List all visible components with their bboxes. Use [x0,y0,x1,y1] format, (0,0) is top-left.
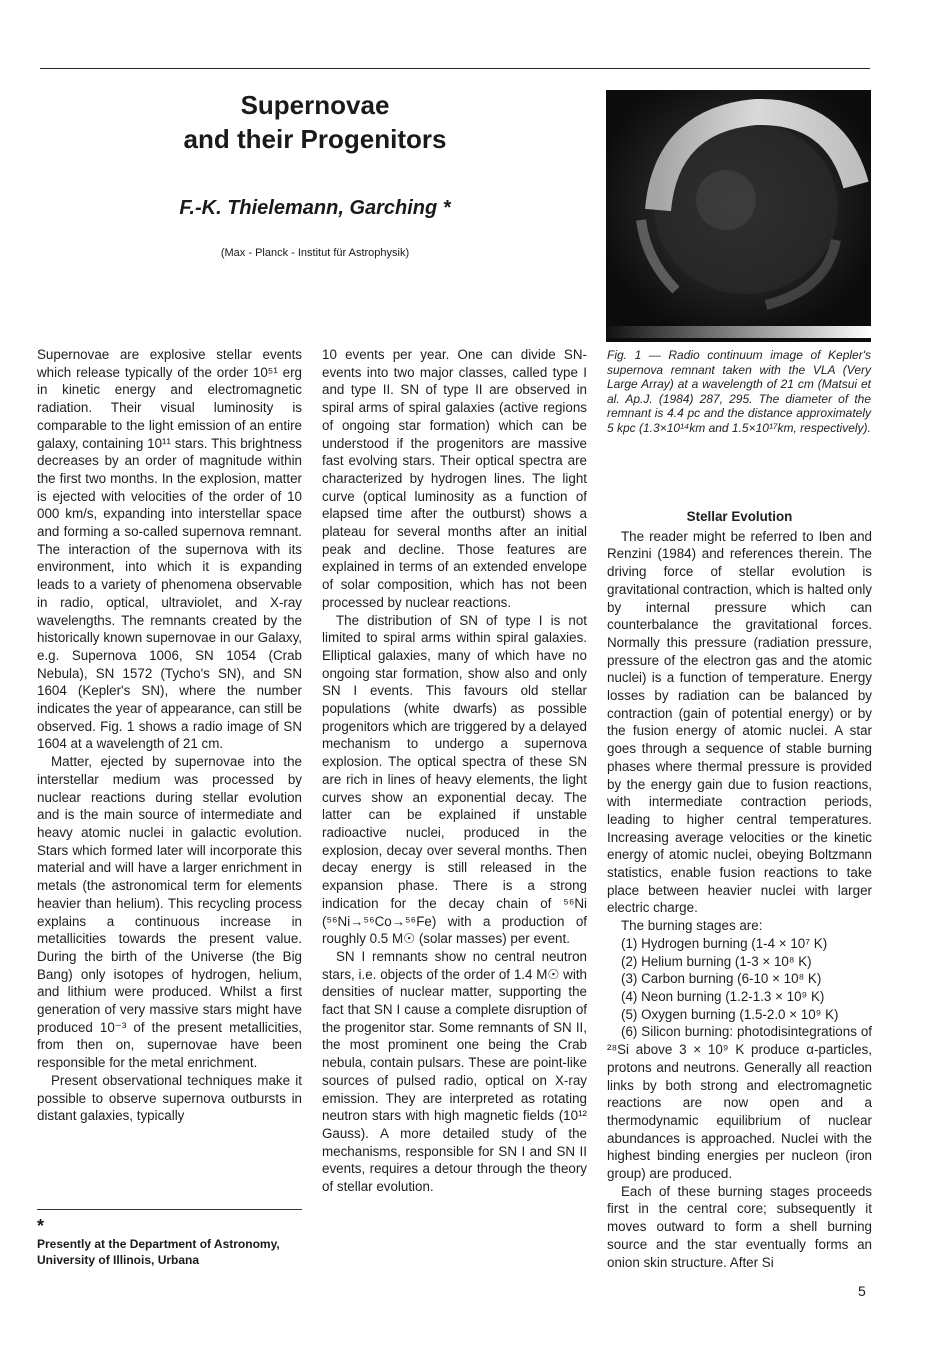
top-rule [40,68,870,69]
radio-image-graphic [606,90,871,342]
paragraph: Each of these burning stages proceeds first in the central core; subsequently it moves outward to form a shell burning source and the star eventually forms an onion skin structure. After Si [607,1183,872,1270]
affiliation: (Max - Planck - Institut für Astrophysik) [220,247,410,259]
paragraph: (6) Silicon burning: photodisintegrations of ²⁸Si above 3 × 10⁹ K produce α-particles, protons and neutrons. Generally all reaction links by both strong and electromagnetic reactions are now open and a thermodynamic equilibrium of nuclear abundances is approached. Nuclei with the highest binding energies per nucleon (iron group) are produced. [607,1024,872,1182]
footnote-text: Presently at the Department of Astronomy, University of Illinois, Urbana [37,1237,280,1267]
burning-stage: (3) Carbon burning (6-10 × 10⁸ K) [621,971,822,987]
figure-caption: Fig. 1 — Radio continuum image of Kepler's supernova remnant taken with the VLA (Very Large Array) at a wavelength of 21 cm (Matsui et al. Ap.J. (1984) 287, 295. The diameter of the remnant is 4.4 pc and the distance approximately 5 kpc (1.3×10¹⁴km and 1.5×10¹⁷km, respectively). [607,348,871,435]
column-3 [607,508,872,1271]
paragraph: The distribution of SN of type I is not limited to spiral arms within spiral galaxies. Elliptical galaxies, many of which have no ongoing star formation, show also and only SN I events. This favours old stellar populations (white dwarfs) as possible progenitors which are triggered by a delayed mechanism to undergo a supernova explosion. The optical spectra of these SN are rich in lines of heavy elements, the light curves show an exponential decay. The latter can be explained if unstable radioactive nuclei, produced in the explosion, decay over several months. Then decay energy is still released in the expansion phase. There is a strong indication for the decay chain of ⁵⁶Ni (⁵⁶Ni→⁵⁶Co→⁵⁶Fe) with a production of roughly 0.5 M☉ (solar masses) per event. [322,612,587,947]
page-number: 5 [858,1283,866,1299]
column-1 [37,346,302,1125]
author: F.-K. Thielemann, Garching * [179,197,451,219]
paragraph: Matter, ejected by supernovae into the interstellar medium was processed by nuclear reactions during stellar evolution and is the main source of intermediate and heavy atomic nuclei in galactic evolution. Stars which formed later will incorporate this material and will have a larger enrichment in metals (the astronomical term for elements heavier than helium). This recycling process explains a continuous increase in metallicities towards the present value. During the birth of the Universe (the Big Bang) only isotopes of hydrogen, helium, and lithium were produced. Whilst a first generation of very massive stars might have produced 10⁻³ of the present metallicities, from then on, supernovae have been responsible for the metal enrichment. [37,754,302,1071]
burning-stage: (2) Helium burning (1-3 × 10⁸ K) [621,953,812,969]
paragraph: The reader might be referred to Iben and Renzini (1984) and references therein. The driving force of stellar evolution is gravitational contraction, which is halted only by internal pressure which can counterbalance the gravitational forces. Normally this pressure (radiation pressure, pressure of the electron gas and the atomic nuclei) is a function of temperature. Energy losses by radiation can be balanced by contraction (gain of potential energy) or by the fusion energy of atomic nuclei. A star goes through a sequence of stable burning phases where thermal pressure is provided by the energy gain due to fusion reactions, with intermediate contraction periods, leading to higher central temperatures. Increasing average velocities or the kinetic energy of atomic nuclei, obeying Boltzmann statistics, enable fusion reactions to take place between heavier nuclei with larger electric charge. [607,528,872,916]
footnote-rule [37,1209,302,1210]
burning-stage: (1) Hydrogen burning (1-4 × 10⁷ K) [621,935,828,951]
title-line-2: and their Progenitors [183,124,447,154]
paragraph: SN I remnants show no central neutron stars, i.e. objects of the order of 1.4 M☉ with densities of nuclear matter, supporting the fact that SN I cause a complete disruption of the progenitor star. Some remnants of SN II, the most prominent one being the Crab nebula, contain pulsars. These are point-like sources of pulsed radio, optical on X-ray emission. They are interpreted as rotating neutron stars with high magnetic fields (10¹² Gauss). A more detailed study of the mechanisms, responsible for SN I and SN II events, requires a detour through the theory of stellar evolution. [322,948,587,1195]
kepler-radio-image [606,90,871,342]
burning-stages-intro: The burning stages are: [621,918,763,934]
footnote-marker: * [37,1216,45,1236]
paragraph: Supernovae are explosive stellar events which release typically of the order 10⁵¹ erg in kinetic energy and electromagnetic radiation. Their visual luminosity is comparable to the light emission of an entire galaxy, containing 10¹¹ stars. This brightness decreases by an order of magnitude within the first two months. In the explosion, matter is ejected with velocities of the order of 10 000 km/s, expanding into interstellar space and forming a so-called supernova remnant. The interaction of the supernova with its environment, into which it is expanding leads to a variety of phenomena observable in radio, optical, ultraviolet, and X-ray wavelengths. The remnants created by the historically known supernovae in our Galaxy, e.g. Supernova 1006, SN 1054 (Crab Nebula), SN 1572 (Tycho's SN), and SN 1604 (Kepler's SN), where the number indicates the year of appearance, can still be observed. Fig. 1 shows a radio image of SN 1604 at a wavelength of 21 cm. [37,347,303,752]
section-heading: Stellar Evolution [686,509,793,524]
article-title [150,88,480,156]
burning-stage: (5) Oxygen burning (1.5-2.0 × 10⁹ K) [621,1006,839,1022]
paragraph: Present observational techniques make it possible to observe supernova outbursts in distant galaxies, typically [37,1072,302,1124]
title-line-1: Supernovae [240,90,390,120]
paragraph: 10 events per year. One can divide SN-events into two major classes, called type I and type II. SN of type II are observed in spiral arms of spiral galaxies (active regions of ongoing star formation) which can be understood if the progenitors are massive fast evolving stars. Their optical spectra are characterized by hydrogen lines. The light curve (optical luminosity as a function of elapsed time after the outburst) shows a plateau for several months after an initial peak and decline. Those features are explained in terms of an extended envelope of solar composition, which has not been processed by nuclear reactions. [322,347,587,610]
column-2 [322,346,587,1196]
burning-stage: (4) Neon burning (1.2-1.3 × 10⁹ K) [621,988,825,1004]
